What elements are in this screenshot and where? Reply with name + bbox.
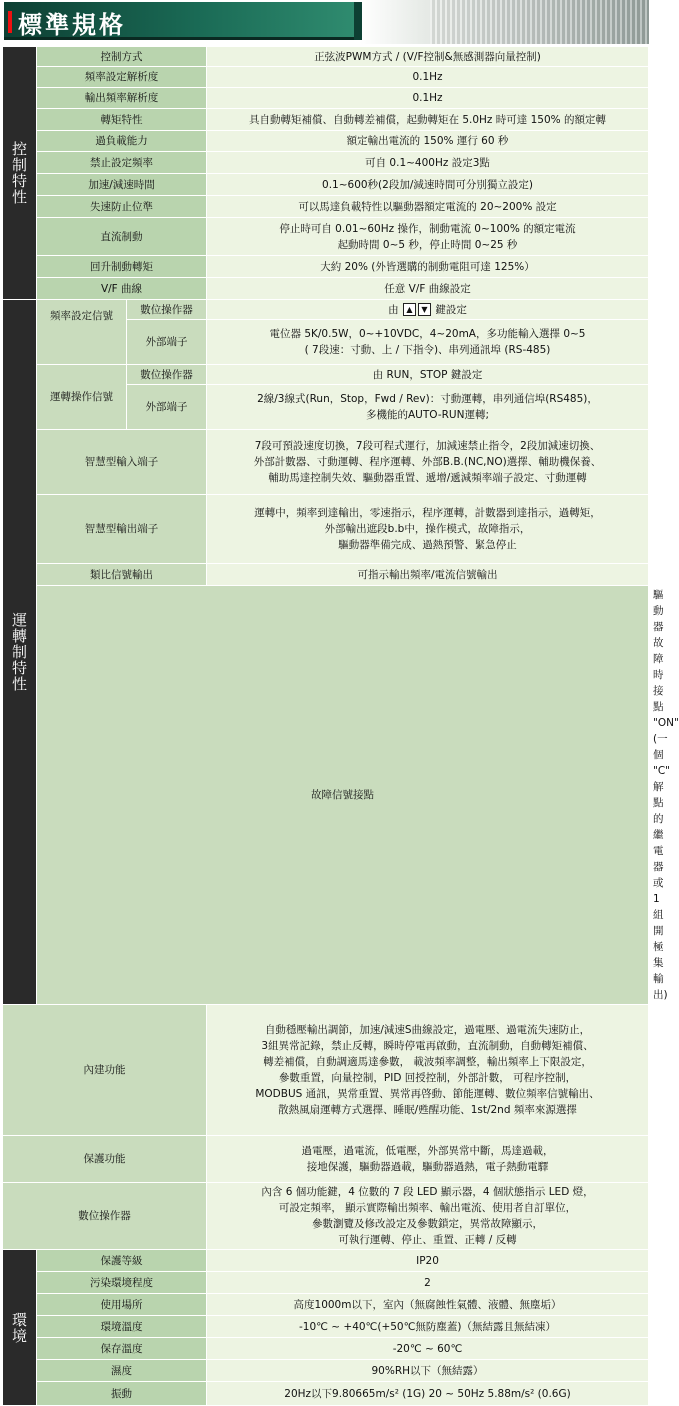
spec-value: 大約 20% (外皆選購的制動電阻可達 125%） [207,256,649,278]
spec-label: 過負載能力 [37,131,207,152]
spec-row [3,1272,649,1294]
spec-row [3,1382,649,1406]
page-header [0,0,649,44]
smart-input-label: 智慧型輸入端子 [37,430,207,495]
category-operation: 運 轉 制 特 性 [3,300,37,1005]
spec-label: 內建功能 [3,1005,207,1136]
spec-row [3,1136,649,1183]
spec-value: 自動穩壓輸出調節，加速/減速S曲線設定，過電壓、過電流失速防止， 3組異常記錄，禁止反轉，瞬時停電再啟動，直流制動，自動轉矩補償、 轉差補償，自動調適馬達參數， 載波頻率調整，輸出頻率上下限設定， 參數重置，向量控制，PID 回授控制，外部計數， 可程序控制， MODBUS 通訊，異常重置、異常再啓動、節能運轉、數位頻率信號輸出、 散熱風扇運轉方式選擇、睡眠/甦醒功能、1st/2nd 頻率來源選擇 [207,1005,649,1136]
spec-label: 保護功能 [3,1136,207,1183]
spec-value: 20Hz以下9.80665m/s² (1G) 20 ~ 50Hz 5.88m/s² (0.6G) [207,1382,649,1406]
spec-value: 內含 6 個功能鍵，4 位數的 7 段 LED 顯示器，4 個狀態指示 LED 燈， 可設定頻率， 顯示實際輸出頻率、輸出電流、使用者自訂單位， 參數瀏覽及修改設定及參數鎖定，異常故障顯示， 可執行運轉、停止、重置、正轉 / 反轉 [207,1183,649,1250]
spec-value: 0.1Hz [207,88,649,109]
spec-label: 失速防止位準 [37,196,207,218]
spec-label: 回升制動轉矩 [37,256,207,278]
external-terminal-label: 外部端子 [127,385,207,430]
spec-label: 加速/減速時間 [37,174,207,196]
spec-row [3,152,649,174]
spec-row [3,495,649,564]
analog-output-label: 類比信號輸出 [37,564,207,586]
smart-input-value: 7段可預設速度切換，7段可程式運行，加減速禁止指令，2段加減速切換、 外部計數器、寸動運轉、程序運轉、外部B.B.(NC,NO)選擇、輔助機保養、 輔助馬達控制失效、驅動器重置、遞增/遞減頻率端子設定、寸動運轉 [207,430,649,495]
spec-row: 故障信號接點 驅動器故障時接點 "ON" (一個 "C" 解點的繼電器或 1組開極集輸出) [3,586,649,1005]
spec-value: -10℃ ~ +40℃(+50℃無防塵蓋)（無結露且無結凍） [207,1316,649,1338]
spec-label: 直流制動 [37,218,207,256]
spec-value: 具自動轉矩補償、自動轉差補償，起動轉矩在 5.0Hz 時可達 150% 的額定轉 [207,109,649,131]
spec-row [3,256,649,278]
spec-row [3,1250,649,1272]
spec-label: 控制方式 [37,47,207,67]
category-environment: 環 境 [3,1250,37,1406]
spec-value: 2 [207,1272,649,1294]
spec-value: 過電壓，過電流，低電壓，外部異常中斷，馬達過載， 接地保護，驅動器過載，驅動器過熱，電子熱動電驛 [207,1136,649,1183]
spec-row [3,564,649,586]
spec-label: 故障信號接點 [37,586,649,1005]
spec-value: 0.1~600秒(2段加/減速時間可分別獨立設定) [207,174,649,196]
spec-value: 0.1Hz [207,67,649,88]
spec-row [3,430,649,495]
header-decoration [430,0,649,44]
spec-label: 禁止設定頻率 [37,152,207,174]
spec-table [2,46,679,1406]
spec-label: V/F 曲線 [37,278,207,300]
page-title: 標準規格 [18,5,126,40]
spec-label: 使用場所 [37,1294,207,1316]
spec-row [3,47,649,67]
spec-value: 可自 0.1~400Hz 設定3點 [207,152,649,174]
external-terminal-value: 電位器 5K/0.5W，0~+10VDC，4~20mA，多功能輸入選擇 0~5 ( 7段速：寸動、上 / 下指令)、串列通訊埠 (RS-485) [207,320,649,365]
spec-value: 停止時可自 0.01~60Hz 操作，制動電流 0~100% 的額定電流 起動時間 0~5 秒，停止時間 0~25 秒 [207,218,649,256]
spec-label: 輸出頻率解析度 [37,88,207,109]
spec-row [3,131,649,152]
down-key-icon: ▼ [418,303,431,316]
spec-row [3,109,649,131]
category-control: 控 制 特 性 [3,47,37,300]
spec-value: -20℃ ~ 60℃ [207,1338,649,1360]
keypad-suffix: 鍵設定 [435,303,467,316]
spec-label: 污染環境程度 [37,1272,207,1294]
spec-value: 額定輸出電流的 150% 運行 60 秒 [207,131,649,152]
spec-row [3,1294,649,1316]
spec-label: 濕度 [37,1360,207,1382]
spec-row [3,1338,649,1360]
spec-row [3,278,649,300]
external-terminal-value: 2線/3線式(Run，Stop，Fwd / Rev)：寸動運轉，串列通信埠(RS485)， 多機能的AUTO-RUN運轉; [207,385,649,430]
keypad-label: 數位操作器 [127,300,207,320]
spec-row [3,1360,649,1382]
spec-row [3,365,649,385]
spec-row [3,300,649,320]
spec-row [3,218,649,256]
spec-label: 頻率設定解析度 [37,67,207,88]
spec-row [3,88,649,109]
spec-label: 振動 [37,1382,207,1406]
spec-row [3,196,649,218]
spec-value: 正弦波PWM方式 / (V/F控制&無感測器向量控制) [207,47,649,67]
analog-output-value: 可指示輸出頻率/電流信號輸出 [207,564,649,586]
spec-value: 高度1000m以下，室內（無腐蝕性氣體、液體、無塵垢） [207,1294,649,1316]
spec-row [3,1316,649,1338]
keypad-run-value: 由 RUN，STOP 鍵設定 [207,365,649,385]
spec-value: IP20 [207,1250,649,1272]
title-banner [4,2,354,40]
keypad-freq-value [207,300,649,320]
smart-output-value: 運轉中，頻率到達輸出，零速指示，程序運轉，計數器到達指示，過轉矩， 外部輸出遮段b.b中，操作模式，故障指示， 驅動器準備完成、過熱預警、緊急停止 [207,495,649,564]
spec-row [3,1183,649,1250]
spec-row [3,67,649,88]
freq-signal-label: 頻率設定信號 [37,300,127,365]
spec-label: 數位操作器 [3,1183,207,1250]
keypad-label: 數位操作器 [127,365,207,385]
spec-label: 轉矩特性 [37,109,207,131]
spec-label: 保護等級 [37,1250,207,1272]
up-key-icon: ▲ [403,303,416,316]
smart-output-label: 智慧型輸出端子 [37,495,207,564]
keypad-prefix: 由 [388,303,399,316]
spec-label: 環境溫度 [37,1316,207,1338]
run-signal-label: 運轉操作信號 [37,365,127,430]
spec-row [3,174,649,196]
spec-row [3,1005,649,1136]
spec-value: 可以馬達負載特性以驅動器額定電流的 20~200% 設定 [207,196,649,218]
spec-value: 任意 V/F 曲線設定 [207,278,649,300]
spec-label: 保存溫度 [37,1338,207,1360]
external-terminal-label: 外部端子 [127,320,207,365]
spec-value: 90%RH以下（無結露） [207,1360,649,1382]
